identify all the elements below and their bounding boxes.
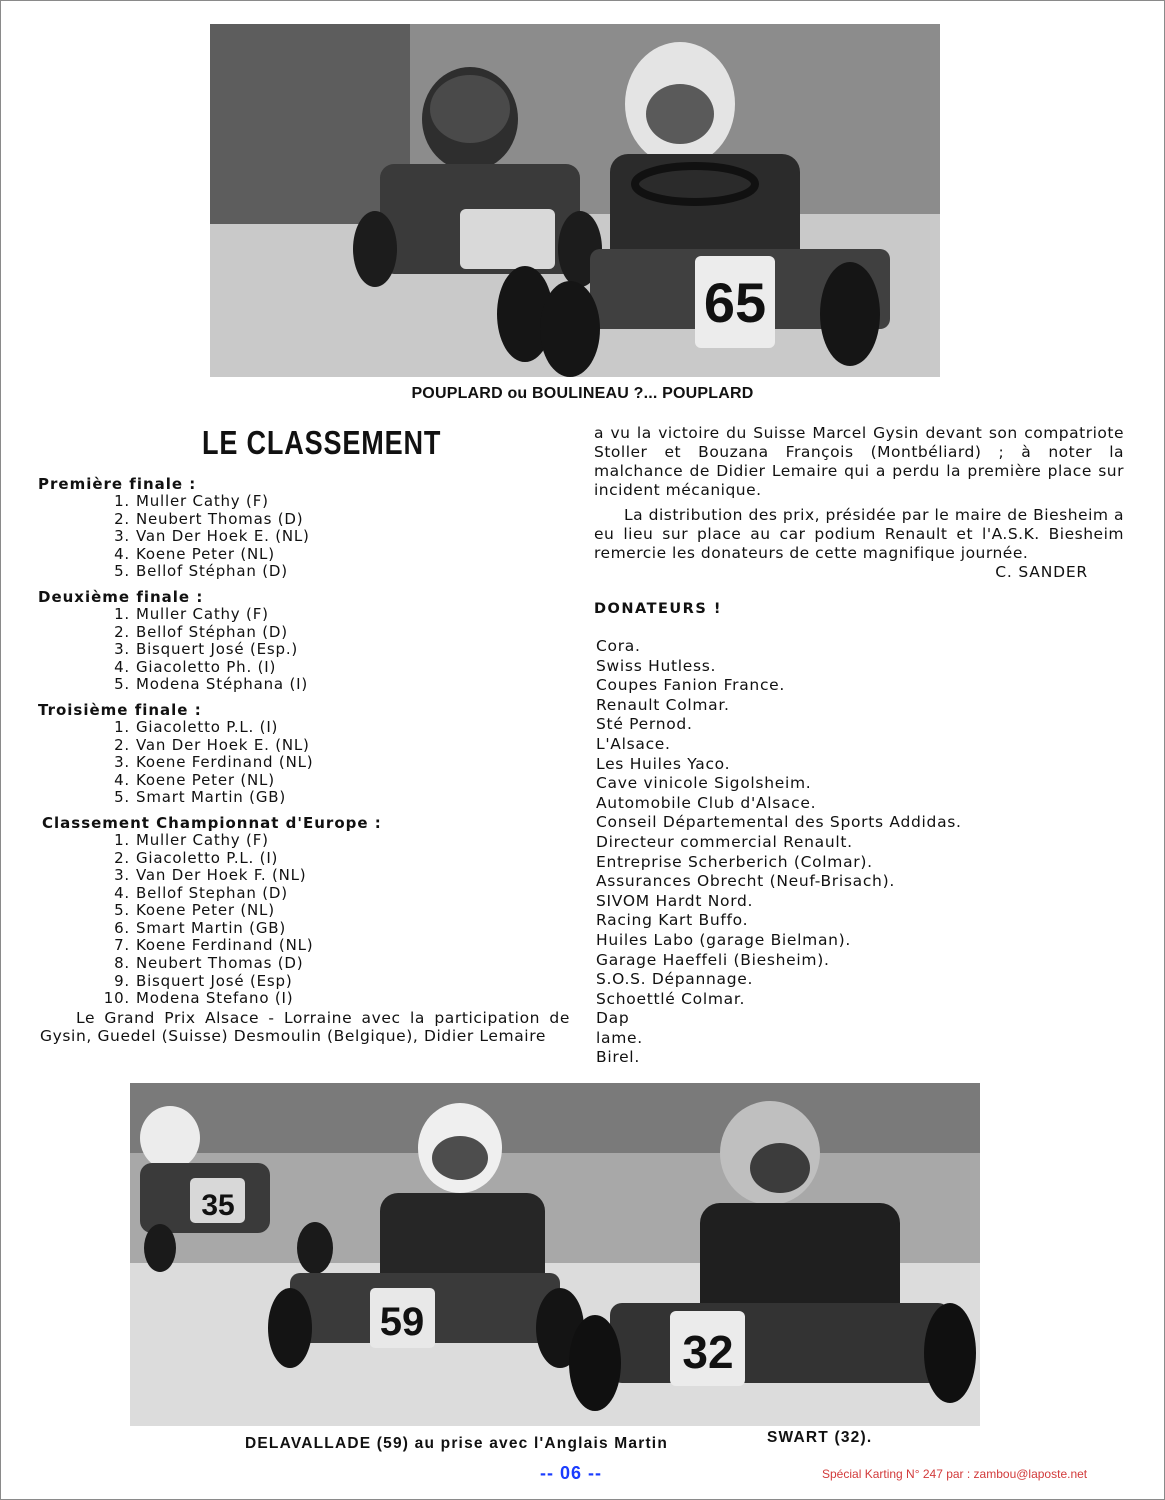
kart-number-32: 32	[682, 1326, 734, 1378]
donors-title: DONATEURS !	[594, 601, 722, 617]
donor-item: Schoettlé Colmar.	[596, 989, 746, 1008]
donor-item: Racing Kart Buffo.	[596, 911, 749, 930]
results-section-second-final	[38, 589, 573, 694]
rank-entry: 3. Van Der Hoek F. (NL)	[114, 866, 307, 885]
donor-item: Entreprise Scherberich (Colmar).	[596, 852, 873, 871]
rank-entry: 2. Neubert Thomas (D)	[114, 509, 304, 528]
rank-entry: 5. Smart Martin (GB)	[114, 788, 286, 807]
section-title: Deuxième finale :	[38, 587, 204, 606]
rank-list	[38, 606, 573, 694]
page-heading: LE CLASSEMENT	[202, 424, 442, 461]
rank-entry: 1. Muller Cathy (F)	[114, 604, 269, 623]
rank-entry: 5. Koene Peter (NL)	[114, 901, 275, 920]
rank-entry: 4. Giacoletto Ph. (I)	[114, 657, 277, 676]
top-photo-caption: POUPLARD ou BOULINEAU ?... POUPLARD	[411, 385, 754, 402]
rank-entry: 5. Modena Stéphana (I)	[114, 675, 308, 694]
rank-entry: 9. Bisquert José (Esp)	[114, 971, 293, 990]
rank-entry: 2. Bellof Stéphan (D)	[114, 622, 288, 641]
rank-entry: 1. Muller Cathy (F)	[114, 830, 269, 849]
results-section-first-final	[38, 476, 573, 581]
donor-item: Birel.	[596, 1048, 640, 1067]
rank-entry: 4. Koene Peter (NL)	[114, 770, 275, 789]
rank-list	[38, 832, 573, 1008]
rank-entry: 6. Smart Martin (GB)	[114, 918, 286, 937]
bottom-photo	[130, 1083, 980, 1426]
donor-item: Huiles Labo (garage Bielman).	[596, 930, 852, 949]
section-title: Classement Championnat d'Europe :	[42, 813, 382, 832]
background-kart-number: 35	[201, 1189, 235, 1222]
donor-item: Cora.	[596, 637, 641, 655]
bottom-caption-part1: DELAVALLADE (59) au prise avec l'Anglais Martin	[245, 1435, 668, 1452]
donor-item: L'Alsace.	[596, 734, 671, 753]
donor-item: Dap	[596, 1009, 630, 1028]
rank-list	[38, 493, 573, 581]
bottom-caption-part2: SWART (32).	[767, 1429, 873, 1446]
donor-item: S.O.S. Dépannage.	[596, 970, 754, 989]
section-title: Première finale :	[38, 475, 197, 493]
results-section-third-final	[38, 702, 573, 807]
donor-item: Sté Pernod.	[596, 715, 693, 734]
page-number: -- 06 --	[540, 1463, 602, 1483]
donor-item: Coupes Fanion France.	[596, 676, 786, 695]
rank-entry: 3. Bisquert José (Esp.)	[114, 640, 299, 659]
donor-item: Assurances Obrecht (Neuf-Brisach).	[596, 872, 895, 891]
rank-entry: 10. Modena Stefano (I)	[103, 989, 294, 1008]
kart-number-59: 59	[379, 1300, 425, 1344]
donor-list	[596, 637, 1124, 1068]
rank-entry: 1. Giacoletto P.L. (I)	[114, 717, 279, 736]
section-title: Troisième finale :	[38, 700, 202, 719]
article-paragraph: La distribution des prix, présidée par le maire de Biesheim a eu lieu sur place au car podium Renault et l'A.S.K. Biesheim remercie les donateurs de cette magnifique journée.	[594, 506, 1124, 562]
donor-item: Conseil Départemental des Sports Addidas.	[596, 813, 962, 832]
rank-entry: 3. Koene Ferdinand (NL)	[114, 753, 314, 772]
donor-item: Cave vinicole Sigolsheim.	[596, 774, 812, 793]
donor-item: Garage Haeffeli (Biesheim).	[596, 950, 830, 969]
footer-credit: Spécial Karting N° 247 par : zambou@laposte.net	[822, 1467, 1088, 1481]
rank-entry: 5. Bellof Stéphan (D)	[114, 562, 288, 581]
top-photo	[210, 24, 940, 377]
rank-entry: 1. Muller Cathy (F)	[114, 492, 269, 510]
rank-entry: 3. Van Der Hoek E. (NL)	[114, 527, 310, 546]
author-signature: C. SANDER	[995, 563, 1088, 581]
donor-item: Directeur commercial Renault.	[596, 832, 853, 851]
rank-entry: 2. Van Der Hoek E. (NL)	[114, 735, 310, 754]
rank-entry: 7. Koene Ferdinand (NL)	[114, 936, 314, 955]
article-paragraph: a vu la victoire du Suisse Marcel Gysin devant son compatriote Stoller et Bouzana François (Montbéliard) ; à noter la malchance de Didier Lemaire qui a perdu la première place sur incident mécanique.	[594, 424, 1124, 499]
rank-list	[38, 719, 573, 807]
top-kart-number: 65	[703, 271, 767, 334]
results-column	[38, 476, 573, 1016]
donor-item: Automobile Club d'Alsace.	[596, 793, 817, 812]
donor-item: Les Huiles Yaco.	[596, 754, 731, 773]
grand-prix-paragraph: Le Grand Prix Alsace - Lorraine avec la participation de Gysin, Guedel (Suisse) Desmoulin (Belgique), Didier Lemaire	[40, 1009, 570, 1045]
rank-entry: 8. Neubert Thomas (D)	[114, 954, 304, 973]
rank-entry: 2. Giacoletto P.L. (I)	[114, 848, 279, 867]
rank-entry: 4. Bellof Stephan (D)	[114, 883, 288, 902]
rank-entry: 4. Koene Peter (NL)	[114, 544, 275, 563]
bottom-photo-caption	[245, 1429, 905, 1453]
article-right-column	[594, 424, 1124, 1068]
results-section-european-championship	[38, 815, 573, 1008]
donor-item: Renault Colmar.	[596, 695, 730, 714]
donor-item: lame.	[596, 1028, 643, 1047]
donor-item: Swiss Hutless.	[596, 656, 717, 675]
donor-item: SIVOM Hardt Nord.	[596, 891, 754, 910]
